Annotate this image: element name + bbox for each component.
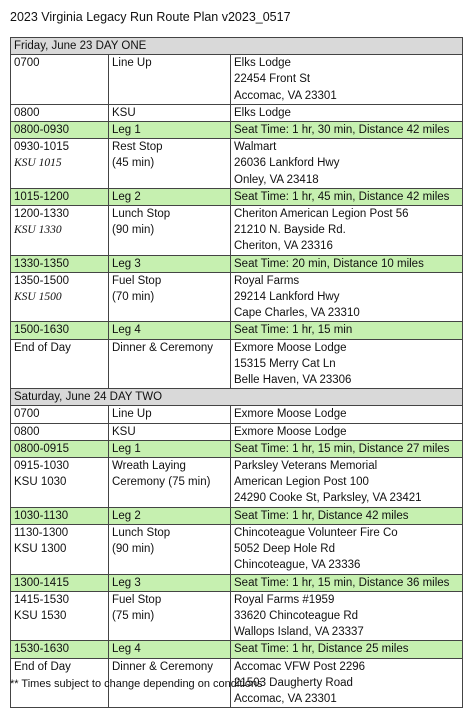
location-line: Wallops Island, VA 23337 (234, 626, 364, 639)
stop-row (11, 339, 463, 389)
activity-line: Ceremony (75 min) (112, 476, 211, 489)
time-cell (11, 423, 109, 440)
seat-time-cell (231, 255, 463, 272)
ksu-time-text: KSU 1015 (14, 157, 62, 170)
location-line: 5052 Deep Hole Rd (234, 543, 336, 556)
time-cell (11, 440, 109, 457)
ksu-time-text: KSU 1530 (14, 609, 67, 622)
leg-row (11, 440, 463, 457)
location-line: Accomac, VA 23301 (234, 89, 337, 102)
stop-row (11, 206, 463, 256)
seat-time-text: Seat Time: 1 hr, Distance 25 miles (234, 643, 409, 656)
location-line: 24290 Cooke St, Parksley, VA 23421 (234, 492, 422, 505)
activity-line: Lunch Stop (112, 526, 171, 539)
location-line: Accomac VFW Post 2296 (234, 660, 366, 673)
time-text: 0930-1015 (14, 141, 69, 154)
time-cell (11, 55, 109, 105)
location-line: Cape Charles, VA 23310 (234, 307, 360, 320)
activity-line: Fuel Stop (112, 274, 162, 287)
activity-cell (109, 574, 231, 591)
location-line: 22454 Front St (234, 73, 311, 86)
time-text: 0700 (14, 57, 40, 70)
location-cell (231, 591, 463, 641)
time-text: 1200-1330 (14, 208, 69, 221)
time-text: 1415-1530 (14, 593, 69, 606)
time-text: 1300-1415 (14, 576, 69, 589)
leg-row (11, 574, 463, 591)
location-line: Cheriton, VA 23316 (234, 240, 333, 253)
location-cell (231, 339, 463, 389)
time-cell (11, 122, 109, 139)
activity-line: (90 min) (112, 224, 155, 237)
time-cell (11, 458, 109, 508)
time-text: End of Day (14, 660, 71, 673)
leg-row (11, 188, 463, 205)
stop-row (11, 524, 463, 574)
route-plan-table (10, 37, 463, 708)
ksu-time-text: KSU 1300 (14, 543, 67, 556)
location-line: Elks Lodge (234, 57, 291, 70)
activity-cell (109, 458, 231, 508)
activity-cell (109, 507, 231, 524)
location-line: Chincoteague, VA 23336 (234, 559, 361, 572)
location-line: Royal Farms (234, 274, 300, 287)
day-header-row (11, 38, 463, 55)
time-text: End of Day (14, 341, 71, 354)
time-cell (11, 206, 109, 256)
stop-row (11, 423, 463, 440)
location-cell (231, 458, 463, 508)
ksu-time-text: KSU 1330 (14, 224, 62, 237)
activity-cell (109, 255, 231, 272)
day-header: Saturday, June 24 DAY TWO (11, 389, 463, 406)
location-cell (231, 423, 463, 440)
activity-cell (109, 122, 231, 139)
location-cell (231, 406, 463, 423)
activity-cell (109, 406, 231, 423)
location-line: Exmore Moose Lodge (234, 408, 347, 421)
time-cell (11, 524, 109, 574)
activity-cell (109, 55, 231, 105)
location-line: Onley, VA 23418 (234, 173, 319, 186)
activity-cell (109, 524, 231, 574)
activity-line: Leg 1 (112, 442, 141, 455)
time-text: 0800-0915 (14, 442, 69, 455)
activity-line: Leg 4 (112, 324, 141, 337)
time-cell (11, 188, 109, 205)
seat-time-text: Seat Time: 1 hr, 45 min, Distance 42 miles (234, 190, 450, 203)
activity-line: Wreath Laying (112, 460, 186, 473)
activity-line: (45 min) (112, 157, 155, 170)
activity-line: Fuel Stop (112, 593, 162, 606)
time-cell (11, 255, 109, 272)
time-text: 1130-1300 (14, 526, 69, 539)
time-cell (11, 339, 109, 389)
seat-time-cell (231, 322, 463, 339)
location-line: 21503 Daugherty Road (234, 676, 353, 689)
activity-line: KSU (112, 425, 136, 438)
time-text: 1350-1500 (14, 274, 69, 287)
activity-line: Leg 2 (112, 190, 141, 203)
activity-line: Leg 4 (112, 643, 141, 656)
seat-time-cell (231, 188, 463, 205)
time-text: 0915-1030 (14, 460, 69, 473)
seat-time-text: Seat Time: 20 min, Distance 10 miles (234, 257, 424, 270)
activity-cell (109, 104, 231, 121)
leg-row (11, 322, 463, 339)
time-text: 0800 (14, 106, 40, 119)
time-cell (11, 322, 109, 339)
activity-line: (75 min) (112, 609, 155, 622)
activity-cell (109, 440, 231, 457)
stop-row (11, 104, 463, 121)
activity-line: Rest Stop (112, 141, 163, 154)
leg-row (11, 507, 463, 524)
activity-line: Leg 2 (112, 509, 141, 522)
seat-time-cell (231, 507, 463, 524)
activity-cell (109, 139, 231, 189)
location-line: 29214 Lankford Hwy (234, 291, 340, 304)
activity-line: Leg 1 (112, 124, 141, 137)
location-cell (231, 206, 463, 256)
leg-row (11, 641, 463, 658)
time-text: 1330-1350 (14, 257, 69, 270)
activity-line: KSU (112, 106, 136, 119)
activity-cell (109, 206, 231, 256)
time-cell (11, 574, 109, 591)
day-header-row (11, 389, 463, 406)
location-line: Walmart (234, 141, 277, 154)
time-cell (11, 104, 109, 121)
time-text: 1530-1630 (14, 643, 69, 656)
activity-cell (109, 339, 231, 389)
location-cell (231, 104, 463, 121)
seat-time-cell (231, 574, 463, 591)
location-line: Exmore Moose Lodge (234, 341, 347, 354)
route-plan-body (11, 38, 463, 708)
day-header: Friday, June 23 DAY ONE (11, 38, 463, 55)
location-line: 33620 Chincoteague Rd (234, 609, 359, 622)
location-cell (231, 139, 463, 189)
location-line: American Legion Post 100 (234, 476, 369, 489)
ksu-time-text: KSU 1500 (14, 291, 62, 304)
location-line: Chincoteague Volunteer Fire Co (234, 526, 398, 539)
location-line: Elks Lodge (234, 106, 291, 119)
stop-row (11, 591, 463, 641)
time-text: 0800 (14, 425, 40, 438)
seat-time-text: Seat Time: 1 hr, Distance 42 miles (234, 509, 409, 522)
location-line: Cheriton American Legion Post 56 (234, 208, 409, 221)
location-line: Exmore Moose Lodge (234, 425, 347, 438)
time-text: 1015-1200 (14, 190, 69, 203)
activity-line: (90 min) (112, 543, 155, 556)
seat-time-cell (231, 440, 463, 457)
seat-time-text: Seat Time: 1 hr, 15 min, Distance 36 miles (234, 576, 450, 589)
location-line: 21210 N. Bayside Rd. (234, 224, 346, 237)
time-cell (11, 139, 109, 189)
stop-row (11, 458, 463, 508)
ksu-time-text: KSU 1030 (14, 476, 67, 489)
stop-row (11, 55, 463, 105)
activity-line: Dinner & Ceremony (112, 660, 213, 673)
activity-line: Leg 3 (112, 576, 141, 589)
location-cell (231, 272, 463, 322)
location-line: 15315 Merry Cat Ln (234, 357, 336, 370)
stop-row (11, 139, 463, 189)
seat-time-text: Seat Time: 1 hr, 30 min, Distance 42 miles (234, 124, 450, 137)
location-line: Royal Farms #1959 (234, 593, 335, 606)
time-text: 0800-0930 (14, 124, 69, 137)
location-line: Parksley Veterans Memorial (234, 460, 378, 473)
time-cell (11, 591, 109, 641)
activity-line: Line Up (112, 57, 152, 70)
time-cell (11, 272, 109, 322)
location-cell (231, 55, 463, 105)
seat-time-cell (231, 641, 463, 658)
seat-time-text: Seat Time: 1 hr, 15 min (234, 324, 353, 337)
activity-line: Leg 3 (112, 257, 141, 270)
activity-line: Lunch Stop (112, 208, 171, 221)
activity-line: Line Up (112, 408, 152, 421)
location-line: Belle Haven, VA 23306 (234, 374, 352, 387)
time-text: 1030-1130 (14, 509, 69, 522)
activity-cell (109, 322, 231, 339)
leg-row (11, 255, 463, 272)
location-cell (231, 658, 463, 708)
location-line: Accomac, VA 23301 (234, 692, 337, 705)
time-text: 0700 (14, 408, 40, 421)
time-cell (11, 641, 109, 658)
time-text: 1500-1630 (14, 324, 69, 337)
stop-row (11, 272, 463, 322)
activity-line: Dinner & Ceremony (112, 341, 213, 354)
seat-time-text: Seat Time: 1 hr, 15 min, Distance 27 miles (234, 442, 450, 455)
location-cell (231, 524, 463, 574)
activity-line: (70 min) (112, 291, 155, 304)
activity-cell (109, 188, 231, 205)
activity-cell (109, 272, 231, 322)
stop-row (11, 406, 463, 423)
leg-row (11, 122, 463, 139)
location-line: 26036 Lankford Hwy (234, 157, 340, 170)
time-cell (11, 406, 109, 423)
activity-cell (109, 423, 231, 440)
activity-cell (109, 641, 231, 658)
document-title: 2023 Virginia Legacy Run Route Plan v2023_0517 (10, 10, 291, 24)
activity-cell (109, 591, 231, 641)
seat-time-cell (231, 122, 463, 139)
footnote: ** Times subject to change depending on conditions (10, 678, 263, 690)
time-cell (11, 507, 109, 524)
